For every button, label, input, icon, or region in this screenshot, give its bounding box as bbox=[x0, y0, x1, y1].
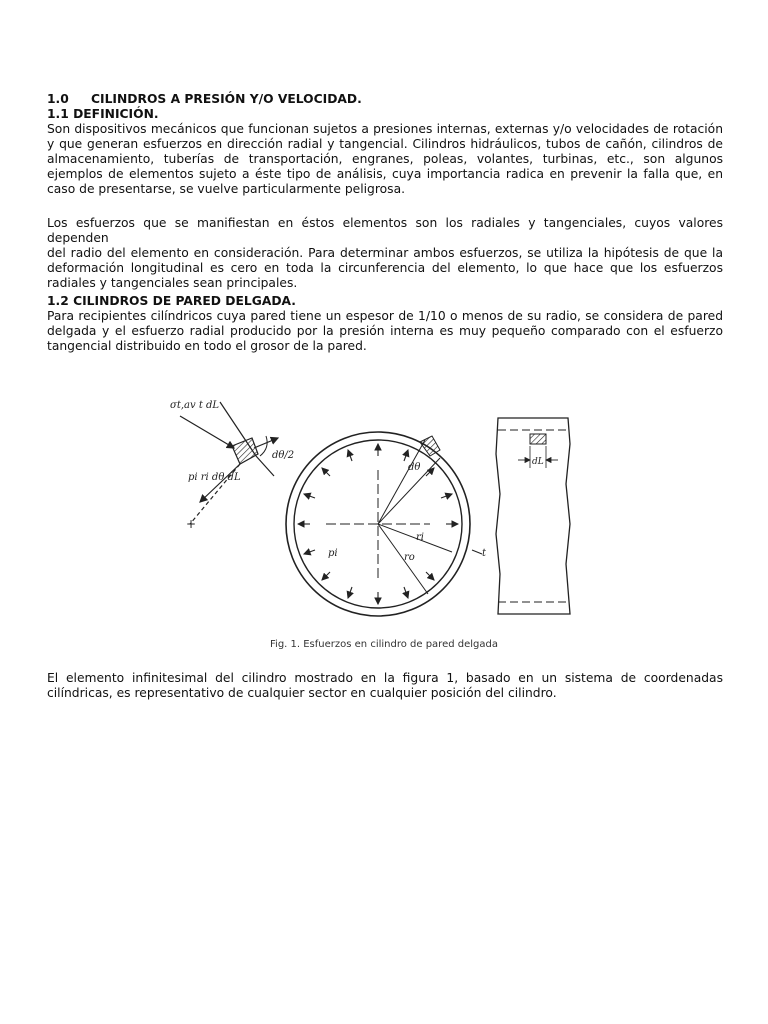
pressure-label: pi ri dθ dL bbox=[188, 472, 241, 483]
paragraph-element bbox=[47, 671, 723, 701]
paragraph-line: Para recipientes cilíndricos cuya pared tiene un espesor de 1/10 o menos de su radio, se considera de pared bbox=[47, 309, 723, 323]
paragraph-line: ejemplos de elementos sujeto a éste tipo de análisis, cuya importancia radica en prevenir la falla que, en bbox=[47, 167, 723, 181]
section-number: 1.0 bbox=[47, 92, 69, 106]
pi-label: pi bbox=[328, 548, 338, 559]
paragraph-line: delgada y el esfuerzo radial producido por la presión interna es muy pequeño comparado con el esfuerzo bbox=[47, 324, 723, 338]
dl-label: dL bbox=[532, 457, 544, 467]
paragraph-line: del radio del elemento en consideración. Para determinar ambos esfuerzos, se utiliza la hipótesis de que la bbox=[47, 246, 723, 260]
paragraph-line: tangencial distribuido en todo el grosor de la pared. bbox=[47, 339, 367, 353]
paragraph-line: almacenamiento, tuberías de transportación, engranes, poleas, volantes, turbinas, etc., son algunos bbox=[47, 152, 723, 166]
dtheta-label: dθ bbox=[408, 462, 421, 473]
paragraph-line: Son dispositivos mecánicos que funcionan sujetos a presiones internas, externas y/o velocidades de rotación bbox=[47, 122, 723, 136]
section-heading-1 bbox=[47, 92, 723, 122]
paragraph-definition bbox=[47, 122, 723, 197]
figure-thin-wall-cylinder bbox=[160, 384, 580, 634]
figure-caption: Fig. 1. Esfuerzos en cilindro de pared delgada bbox=[270, 639, 498, 650]
ring-cross-section bbox=[286, 432, 482, 616]
sigma-label: σt,av t dL bbox=[170, 400, 220, 411]
paragraph-line: cilíndricas, es representativo de cualquier sector en cualquier posición del cilindro. bbox=[47, 686, 557, 700]
ri-label: ri bbox=[416, 532, 424, 543]
paragraph-line: radiales y tangenciales sean principales. bbox=[47, 276, 298, 290]
cylinder-side-view bbox=[496, 418, 570, 614]
t-label: t bbox=[482, 548, 487, 559]
paragraph-stresses bbox=[47, 216, 723, 291]
paragraph-line: y que generan esfuerzos en dirección radial y tangencial. Cilindros hidráulicos, tubos de cañón, cilindros de bbox=[47, 137, 723, 151]
subsection-heading-1-1: 1.1 DEFINICIÓN. bbox=[47, 107, 159, 121]
paragraph-thin-wall bbox=[47, 309, 723, 354]
paragraph-line: deformación longitudinal es cero en toda la circunferencia del elemento, lo que hace que los esfuerzos bbox=[47, 261, 723, 275]
paragraph-line: caso de presentarse, se vuelve particularmente peligrosa. bbox=[47, 182, 406, 196]
element-detail bbox=[180, 402, 278, 524]
section-heading-1-2 bbox=[47, 294, 723, 309]
half-angle-label: dθ/2 bbox=[272, 450, 295, 461]
plus-sign: + bbox=[186, 517, 197, 531]
paragraph-line: Los esfuerzos que se manifiestan en éstos elementos son los radiales y tangenciales, cuyos valores dependen bbox=[47, 216, 723, 245]
section-title: CILINDROS A PRESIÓN Y/O VELOCIDAD. bbox=[91, 92, 362, 106]
ro-label: ro bbox=[404, 552, 415, 563]
subsection-heading-1-2: 1.2 CILINDROS DE PARED DELGADA. bbox=[47, 294, 296, 308]
paragraph-line: El elemento infinitesimal del cilindro mostrado en la figura 1, basado en un sistema de coordenadas bbox=[47, 671, 723, 685]
